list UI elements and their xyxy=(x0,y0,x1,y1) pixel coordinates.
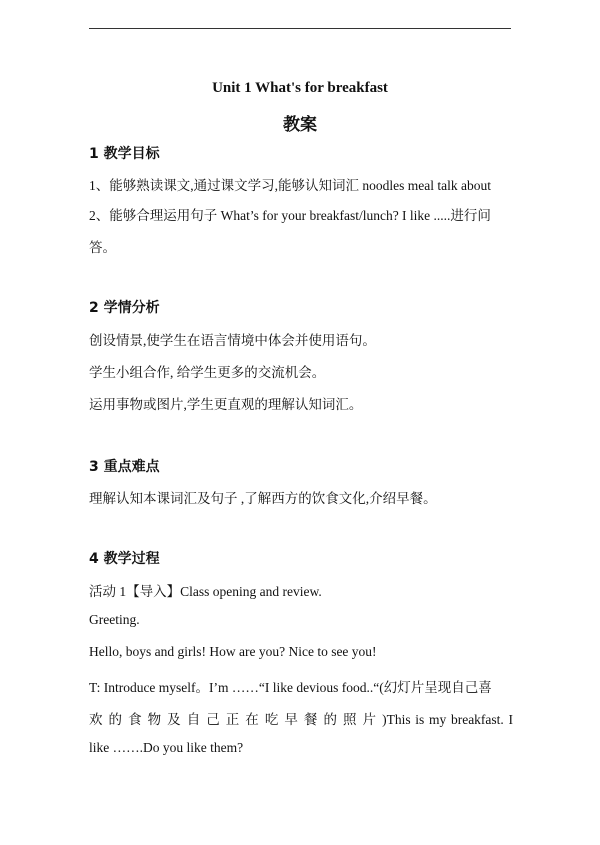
objectives-line-1: 1、能够熟读课文,通过课文学习,能够认知词汇 noodles meal talk about xyxy=(89,178,491,193)
process-line-6: like …….Do you like them? xyxy=(89,740,244,755)
section-heading-analysis: 2 学情分析 xyxy=(89,300,160,316)
process-line-2: Greeting. xyxy=(89,612,140,627)
process-line-3: Hello, boys and girls! How are you? Nice to see you! xyxy=(89,644,377,659)
process-line-4: T: Introduce myself。I’m ……“I like devious food..“(幻灯片呈现自己喜 xyxy=(89,680,492,695)
process-line-5: 欢 的 食 物 及 自 己 正 在 吃 早 餐 的 照 片 )This is my breakfast. I xyxy=(89,712,513,727)
analysis-line-2: 学生小组合作, 给学生更多的交流机会。 xyxy=(89,365,326,380)
document-subtitle: 教案 xyxy=(283,115,317,135)
analysis-line-1: 创设情景,使学生在语言情境中体会并使用语句。 xyxy=(89,333,376,348)
section-heading-process: 4 教学过程 xyxy=(89,551,160,567)
header-rule xyxy=(89,28,511,29)
objectives-line-2: 2、能够合理运用句子 What’s for your breakfast/lunch? I like .....进行问 xyxy=(89,208,491,223)
objectives-line-3: 答。 xyxy=(89,240,116,255)
section-heading-objectives: 1 教学目标 xyxy=(89,146,160,162)
section-heading-key-points: 3 重点难点 xyxy=(89,459,160,475)
process-line-1: 活动 1【导入】Class opening and review. xyxy=(89,584,322,599)
key-points-line-1: 理解认知本课词汇及句子 ,了解西方的饮食文化,介绍早餐。 xyxy=(89,491,437,506)
analysis-line-3: 运用事物或图片,学生更直观的理解认知词汇。 xyxy=(89,397,363,412)
document-title: Unit 1 What's for breakfast xyxy=(212,80,388,96)
